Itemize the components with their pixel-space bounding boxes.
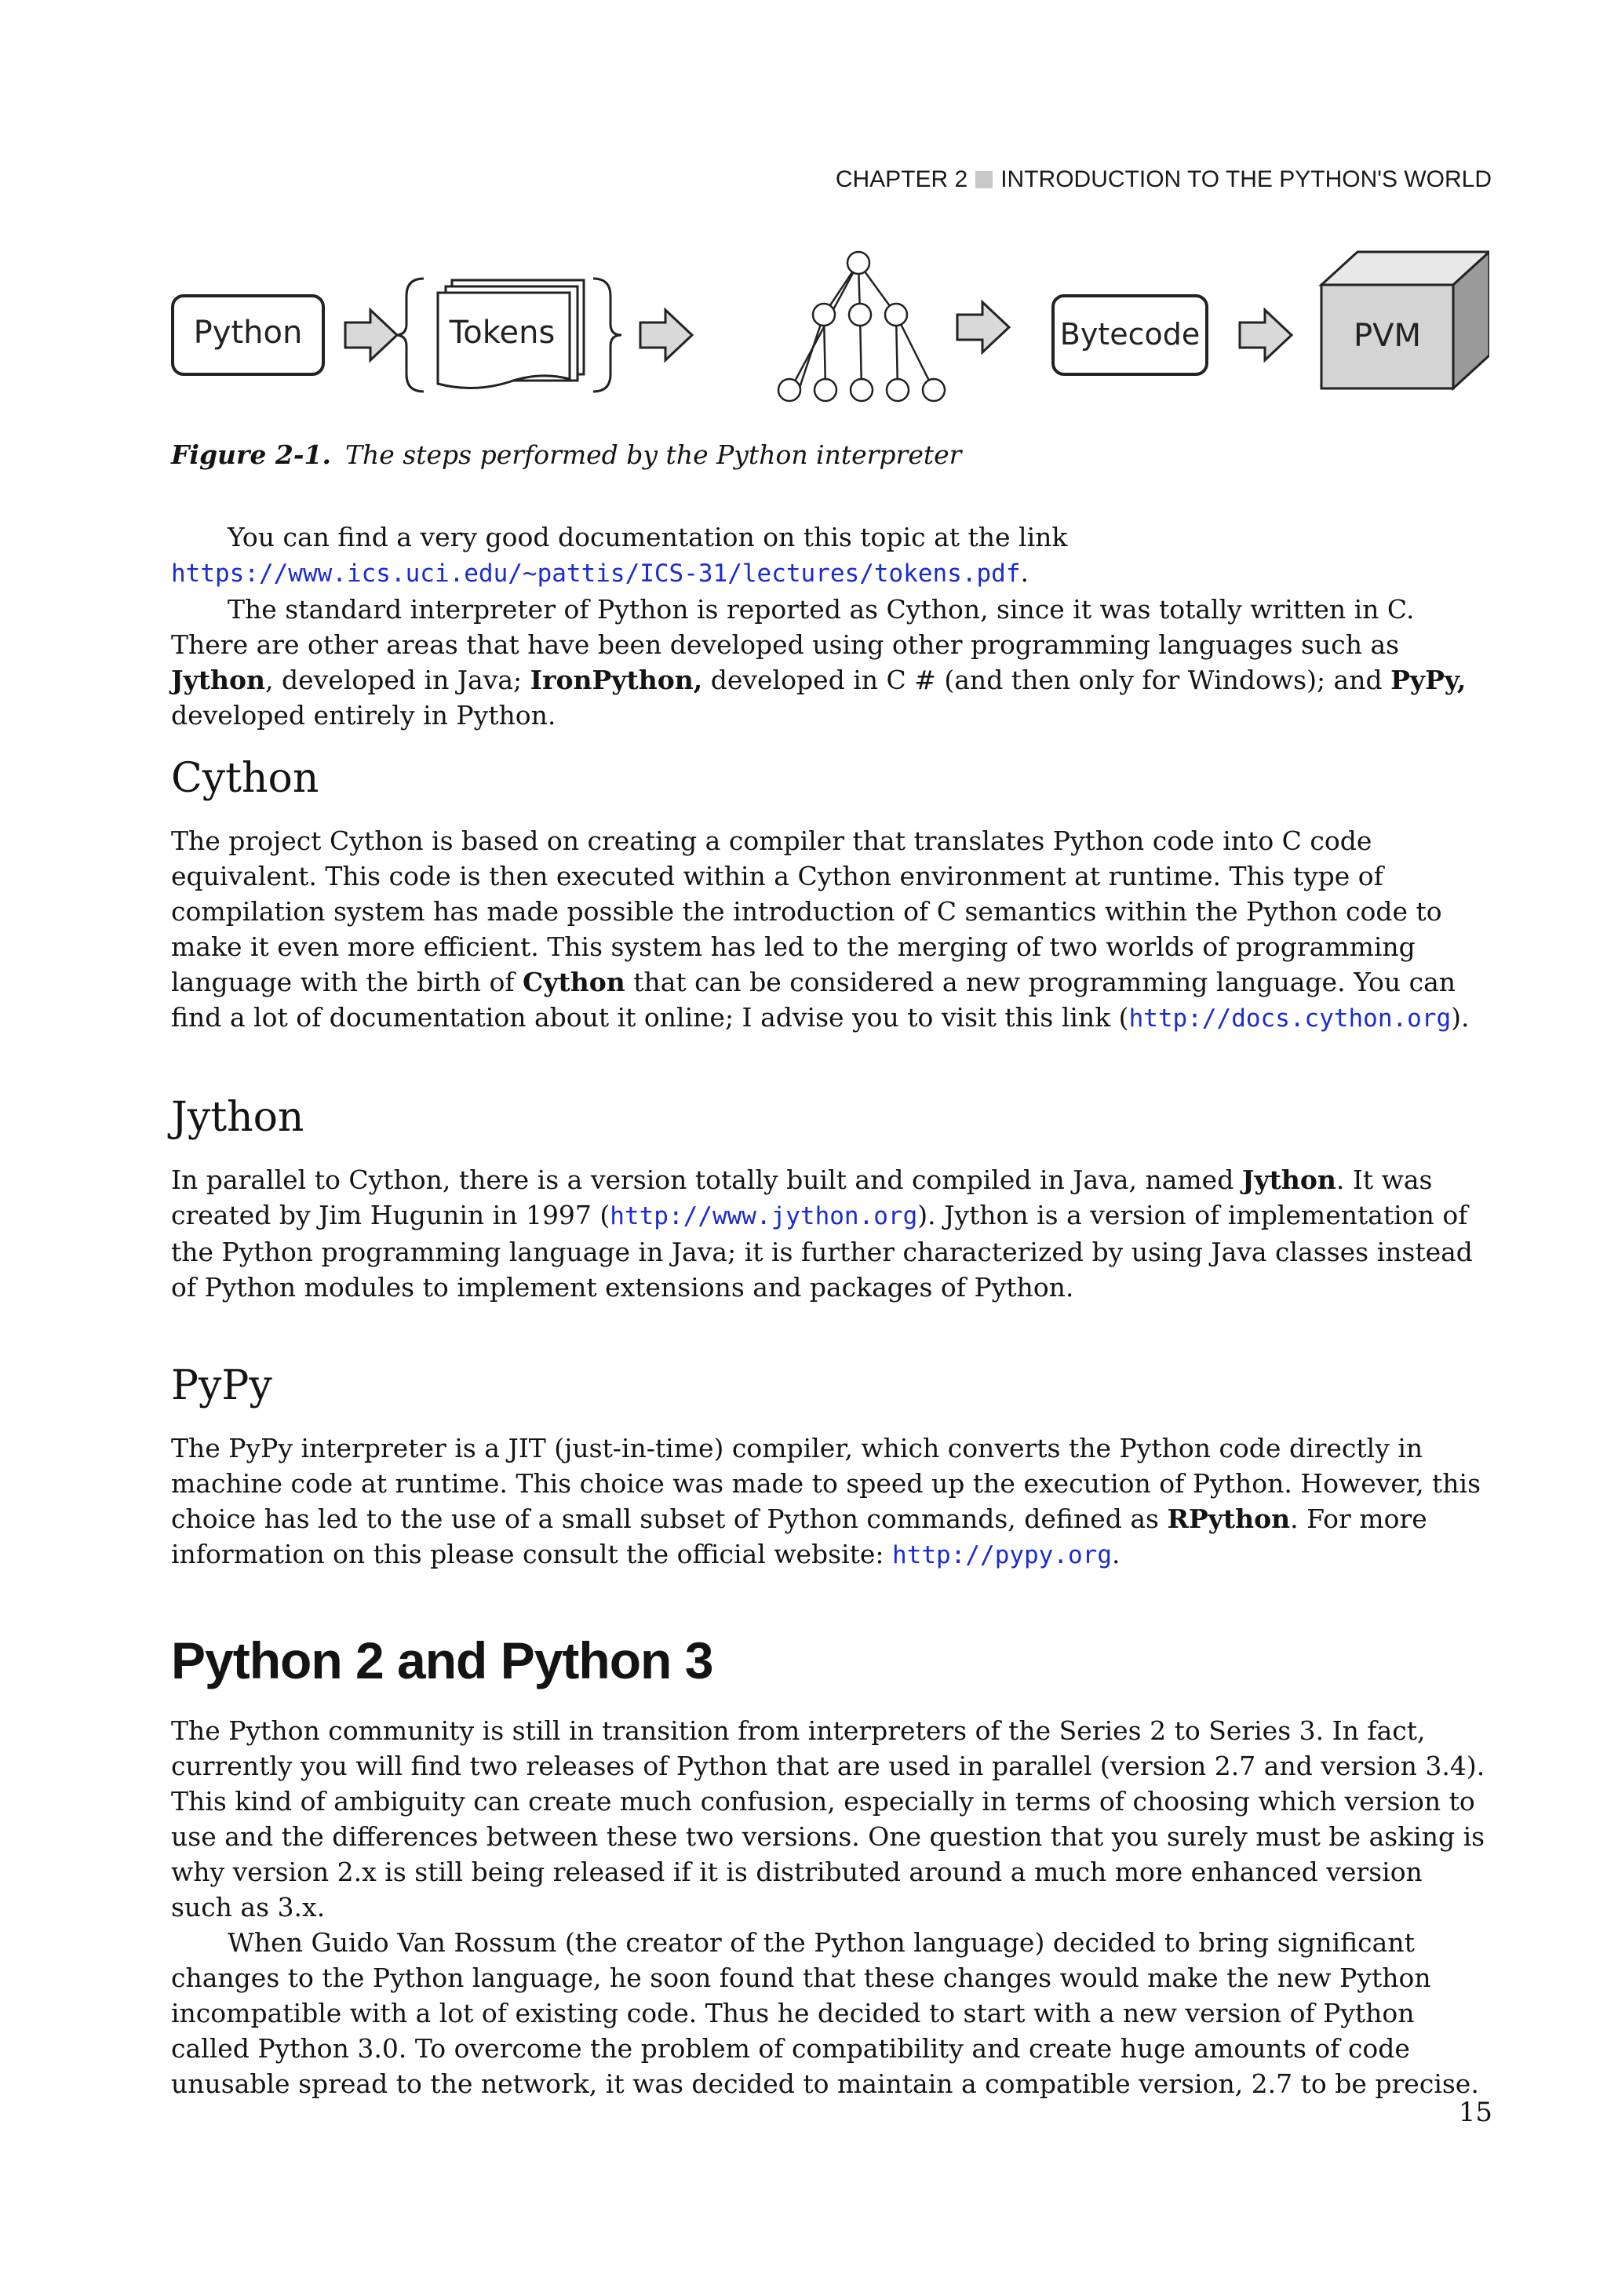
- pvm-label: PVM: [1354, 318, 1421, 354]
- pypy-text-c: .: [1112, 1539, 1121, 1569]
- intro-section: [171, 519, 1489, 733]
- jython-text-c: ). Jython is a version of implementation of the Python programming language in Java; it is further characterized by using Java classes instead of Python modules to implement extensions and packages of Python.: [171, 1200, 1473, 1303]
- running-header: [836, 166, 1492, 193]
- jython-section: [171, 1162, 1489, 1305]
- cython-paragraph: [171, 823, 1489, 1037]
- jython-paragraph: [171, 1162, 1489, 1305]
- tokens-pdf-link[interactable]: https://www.ics.uci.edu/~pattis/ICS-31/lectures/tokens.pdf: [171, 559, 1021, 588]
- interpreter-steps-figure: [171, 247, 1489, 412]
- pypy-term: PyPy,: [1390, 665, 1467, 695]
- jython-text-a: In parallel to Cython, there is a version totally built and compiled in Java, named: [171, 1164, 1242, 1195]
- cython-docs-link[interactable]: http://docs.cython.org: [1128, 1004, 1452, 1033]
- arrow-right-icon: [345, 310, 397, 360]
- python2-python3-heading: Python 2 and Python 3: [171, 1631, 713, 1689]
- pypy-site-link[interactable]: http://pypy.org: [892, 1541, 1113, 1569]
- tokens-label: Tokens: [449, 315, 556, 351]
- interpreter-steps-diagram: [171, 247, 1489, 412]
- pypy-text-b: . For more information on this please consult the official website:: [171, 1503, 1427, 1569]
- intro-p1-text: You can find a very good documentation on this topic at the link: [228, 522, 1068, 552]
- intro-paragraph-2: [171, 592, 1489, 733]
- intro-p2-text-d: developed in C # (and then only for Windows); and: [702, 665, 1391, 695]
- chapter-title: INTRODUCTION TO THE PYTHON'S WORLD: [1000, 166, 1492, 192]
- jython-heading: Jython: [171, 1094, 304, 1141]
- arrow-right-icon: [957, 302, 1009, 352]
- intro-p2-text-a: The standard interpreter of Python is reported as Cython, since it was totally written in C. There are other areas that have been developed using other programming languages such as: [171, 594, 1415, 660]
- jython-bold-term: Jython: [1241, 1164, 1336, 1195]
- jython-text-b: . It was created by Jim Hugunin in 1997 (: [171, 1164, 1433, 1230]
- separator-square-icon: [975, 171, 993, 188]
- arrow-right-icon: [1240, 310, 1292, 360]
- cython-section: [171, 823, 1489, 1037]
- jython-term: Jython: [171, 665, 266, 695]
- python2-python3-section: [171, 1713, 1489, 2101]
- page-number: 15: [1458, 2097, 1492, 2128]
- intro-p2-text-c: , developed in Java;: [265, 665, 530, 695]
- ironpython-term: IronPython,: [530, 665, 703, 695]
- jython-site-link[interactable]: http://www.jython.org: [610, 1202, 918, 1230]
- intro-p2-text-e: developed entirely in Python.: [171, 700, 556, 731]
- pypy-heading: PyPy: [171, 1362, 272, 1409]
- rpython-term: RPython: [1167, 1503, 1291, 1534]
- cython-term: Cython: [523, 967, 625, 997]
- cython-text-b: that can be considered a new programming language. You can find a lot of documentation about it online; I advise you to visit this link (: [171, 967, 1456, 1033]
- py23-paragraph-1: The Python community is still in transition from interpreters of the Series 2 to Series 3. In fact, currently you will find two releases of Python that are used in parallel (version 2.7 and version 3.4). This kind of ambiguity can create much confusion, especially in terms of choosing which version to use and the differences between these two versions. One question that you surely must be asking is why version 2.x is still being released if it is distributed around a much more enhanced version such as 3.x.: [171, 1715, 1485, 1922]
- py23-paragraph-2: When Guido Van Rossum (the creator of the Python language) decided to bring significant changes to the Python language, he soon found that these changes would make the new Python incompatible with a lot of existing code. Thus he decided to start with a new version of Python called Python 3.0. To overcome the problem of compatibility and create huge amounts of code unusable spread to the network, it was decided to maintain a compatible version, 2.7 to be precise.: [171, 1927, 1479, 2099]
- pypy-paragraph: [171, 1430, 1489, 1573]
- cython-text-a: The project Cython is based on creating a compiler that translates Python code into C code equivalent. This code is then executed within a Cython environment at runtime. This type of compilation system has made possible the introduction of C semantics within the Python code to make it even more efficient. This system has led to the merging of two worlds of programming language with the birth of: [171, 825, 1442, 997]
- right-brace-icon: [593, 279, 621, 392]
- pypy-section: [171, 1430, 1489, 1573]
- cython-text-c: ).: [1451, 1002, 1470, 1033]
- cython-heading: Cython: [171, 755, 319, 802]
- bytecode-label: Bytecode: [1059, 317, 1201, 352]
- arrow-right-icon: [640, 310, 692, 360]
- chapter-label: CHAPTER 2: [835, 166, 968, 192]
- left-brace-icon: [395, 279, 424, 392]
- intro-paragraph-1: [171, 519, 1489, 592]
- figure-caption: [171, 439, 961, 470]
- figure-caption-text: The steps performed by the Python interpreter: [345, 439, 962, 470]
- pypy-text-a: The PyPy interpreter is a JIT (just-in-time) compiler, which converts the Python code directly in machine code at runtime. This choice was made to speed up the execution of Python. However, this choice has led to the use of a small subset of Python commands, defined as: [171, 1433, 1481, 1534]
- python-label: Python: [193, 315, 303, 351]
- parse-tree-icon: [778, 252, 945, 401]
- intro-p1-suffix: .: [1020, 557, 1029, 588]
- figure-caption-label: Figure 2-1.: [171, 439, 332, 470]
